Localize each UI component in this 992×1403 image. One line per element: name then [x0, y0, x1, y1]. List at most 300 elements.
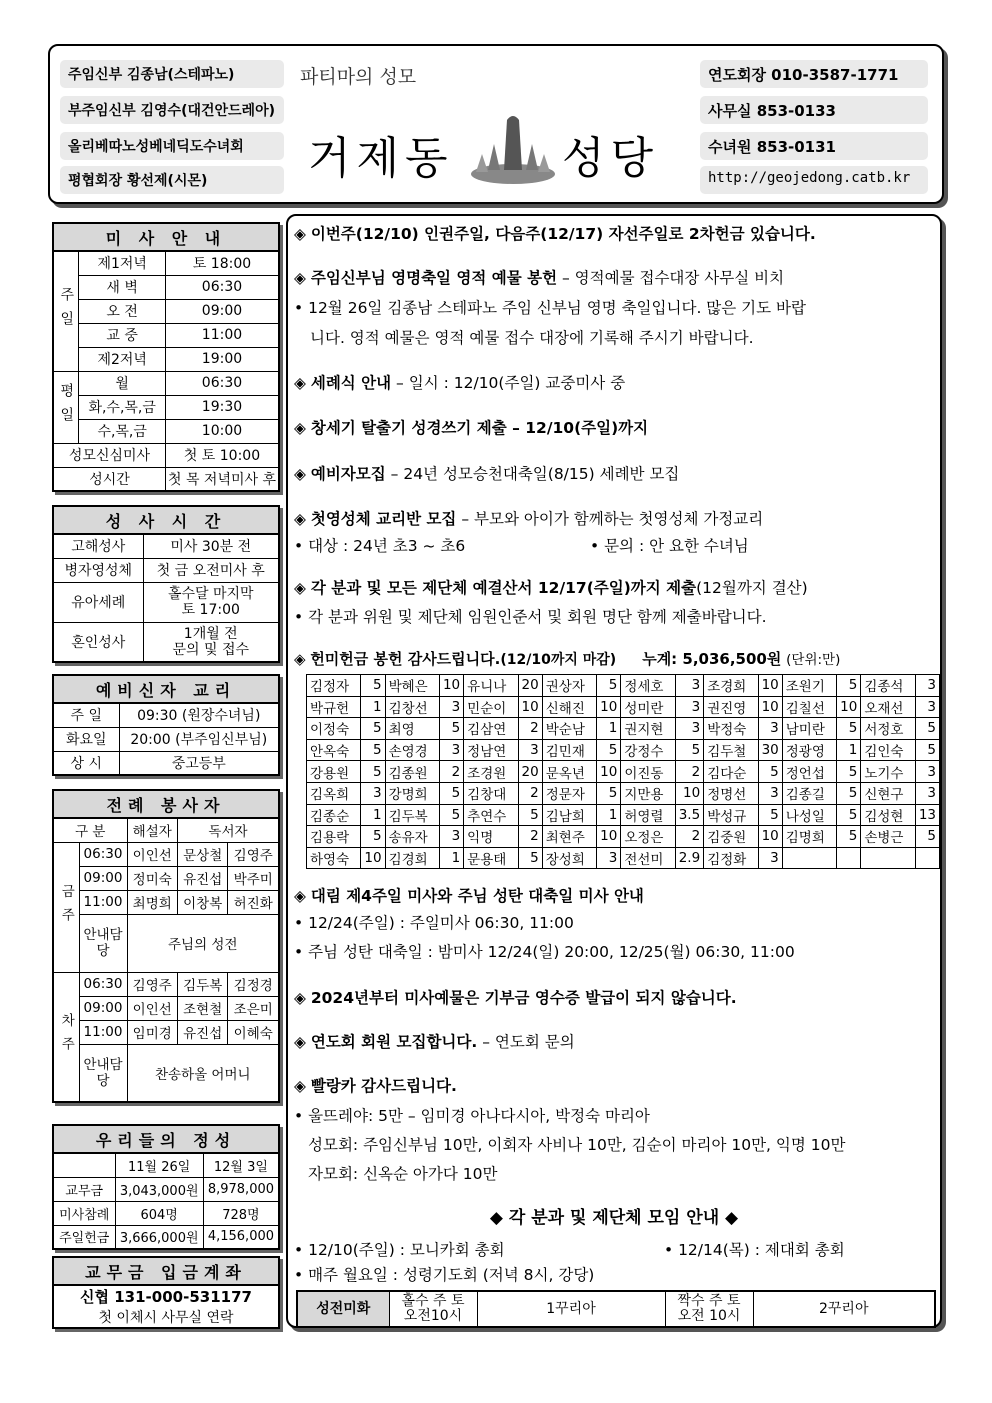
donor-name: 김민재 — [542, 739, 596, 761]
donor-amount: 20 — [518, 675, 542, 697]
donor-amount: 3 — [439, 826, 463, 848]
donor-name: 정문자 — [542, 782, 596, 804]
mass-time: 19:00 — [165, 347, 279, 371]
sacrament-time: 토 17:00 — [181, 602, 240, 618]
notice-3-rest: – 일시 : 12/10(주일) 교중미사 중 — [391, 374, 626, 392]
odd-week-time: 오전10시 — [403, 1308, 463, 1324]
notice-2-bullet: • 12월 26일 김종남 스테파노 주임 신부님 영명 축일입니다. 많은 기도 바랍 — [294, 299, 806, 317]
meetings-title: ◆ 각 분과 및 제단체 모임 안내 ◆ — [489, 1208, 739, 1228]
finance-caption: 우리들의 정성 — [53, 1125, 279, 1153]
donor-amount: 10 — [518, 696, 542, 718]
liturgy-server: 조은미 — [228, 996, 279, 1020]
church-title-left: 거제동 — [308, 133, 454, 184]
donor-name: 서정호 — [861, 718, 915, 740]
liturgy-time: 11:00 — [79, 890, 127, 914]
mass-schedule-caption: 미 사 안 내 — [53, 223, 279, 251]
donor-name: 최영 — [385, 718, 439, 740]
liturgy-time: 09:00 — [79, 996, 127, 1020]
donor-name: 김종길 — [782, 782, 836, 804]
catechumen-day: 주 일 — [53, 703, 119, 727]
donor-name: 조경희 — [704, 675, 758, 697]
donor-amount: 3 — [915, 696, 939, 718]
holy-hour-name: 성시간 — [53, 467, 165, 491]
donor-amount: 3 — [361, 782, 385, 804]
donor-amount: 5 — [837, 761, 861, 783]
finance-col-date: 11월 26일 — [115, 1153, 203, 1177]
donor-name: 박규헌 — [307, 696, 361, 718]
donor-amount: 10 — [597, 826, 621, 848]
donor-name: 정명선 — [704, 782, 758, 804]
guide-label: 안내담당 — [79, 1044, 127, 1102]
notice-8-deadline: (12/10까지 마감) — [500, 652, 617, 668]
notices-panel — [286, 214, 942, 1328]
liturgy-server: 김정경 — [228, 972, 279, 996]
donor-amount: 1 — [439, 847, 463, 869]
donor-amount: 5 — [361, 739, 385, 761]
notice-text: 12월 26일 김종남 스테파노 주임 신부님 영명 축일입니다. 많은 기도 바랍 — [308, 299, 806, 317]
donor-name: 정광영 — [782, 739, 836, 761]
meeting-3: • 매주 월요일 : 성령기도회 (저녁 8시, 강당) — [294, 1266, 595, 1284]
meeting-1: • 12/10(주일) : 모니카회 총회 — [294, 1241, 505, 1259]
notice-5-rest: – 24년 성모승천대축일(8/15) 세례반 모집 — [385, 465, 680, 483]
notice-7-title: 각 분과 및 모든 제단체 예결산서 12/17(주일)까지 제출 — [310, 579, 697, 597]
notice-2: ◈ 주임신부님 영명축일 영적 예물 봉헌 – 영적예물 접수대장 사무실 비치 — [294, 269, 785, 287]
notice-6-bullet-2: • 문의 : 안 요한 수녀님 — [590, 537, 749, 555]
catechumen-time: 중고등부 — [119, 751, 279, 775]
donor-amount: 2 — [675, 826, 703, 848]
convent-phone: 수녀원 853-0131 — [700, 132, 928, 160]
mass-name: 오 전 — [79, 299, 166, 323]
donor-amount: 30 — [758, 739, 782, 761]
donor-name: 김두철 — [704, 739, 758, 761]
liturgy-server: 이창복 — [177, 890, 227, 914]
even-week-time: 오전 10시 — [677, 1308, 741, 1324]
donor-amount: 3.5 — [675, 804, 703, 826]
donor-amount: 2.9 — [675, 847, 703, 869]
donor-name: 성미란 — [621, 696, 675, 718]
donor-name: 박성규 — [704, 804, 758, 826]
finance-row-name: 주일헌금 — [53, 1225, 115, 1249]
donor-name: 김종석 — [861, 675, 915, 697]
notice-3: ◈ 세례식 안내 – 일시 : 12/10(주일) 교중미사 중 — [294, 374, 626, 392]
notice-7-rest: (12월까지 결산) — [696, 579, 808, 597]
church-logo-icon — [468, 112, 558, 186]
notice-6-title: 첫영성체 교리반 모집 — [310, 510, 457, 528]
marian-mass-name: 성모신심미사 — [53, 443, 165, 467]
finance-value: 728명 — [203, 1201, 279, 1225]
liturgy-caption: 전례 봉사자 — [53, 790, 279, 818]
finance-row-name: 미사참례 — [53, 1201, 115, 1225]
sacrament-time: 문의 및 접수 — [172, 641, 250, 658]
notice-1: ◈ 이번주(12/10) 인권주일, 다음주(12/17) 자선주일로 2차헌금 있습니다. — [294, 225, 816, 243]
notice-12-bullet: • 울뜨레야: 5만 – 임미경 아나다시아, 박정숙 마리아 — [294, 1107, 650, 1125]
donor-name: 김용락 — [307, 826, 361, 848]
donor-amount: 10 — [439, 675, 463, 697]
finance-value: 3,043,000원 — [115, 1177, 203, 1201]
church-title-right: 성당 — [562, 133, 660, 184]
notice-6: ◈ 첫영성체 교리반 모집 – 부모와 아이가 함께하는 첫영성체 가정교리 — [294, 510, 764, 528]
notice-text: 울뜨레야: 5만 – 임미경 아나다시아, 박정숙 마리아 — [308, 1107, 650, 1125]
catechumen-day: 상 시 — [53, 751, 119, 775]
donor-name: 문옥년 — [542, 761, 596, 783]
donor-amount: 10 — [361, 847, 385, 869]
mass-name: 제2저녁 — [79, 347, 166, 371]
donor-amount: 3 — [597, 847, 621, 869]
catechumen-time: 09:30 (원장수녀님) — [119, 703, 279, 727]
mass-name: 월 — [79, 371, 166, 395]
donor-name: 김종원 — [385, 761, 439, 783]
sacrament-name: 유아세례 — [53, 582, 143, 622]
donor-amount: 5 — [675, 739, 703, 761]
notice-8-total: 누계: 5,036,500원 — [642, 650, 782, 668]
notice-text: 주님 성탄 대축일 : 밤미사 12/24(일) 20:00, 12/25(월) 06:30, 11:00 — [308, 943, 795, 961]
liturgy-server: 김두복 — [177, 972, 227, 996]
donor-name: 김인숙 — [861, 739, 915, 761]
donor-name: 오정은 — [621, 826, 675, 848]
donor-name: 조경원 — [464, 761, 518, 783]
offering-row — [307, 847, 940, 869]
liturgy-server: 유진섭 — [177, 1020, 227, 1044]
donor-amount: 2 — [518, 826, 542, 848]
donor-amount: 2 — [675, 761, 703, 783]
donor-amount: 3 — [675, 696, 703, 718]
donor-amount: 5 — [837, 782, 861, 804]
notice-9-bullet-2: • 주님 성탄 대축일 : 밤미사 12/24(일) 20:00, 12/25(월) 06:30, 11:00 — [294, 943, 795, 961]
offering-row — [307, 782, 940, 804]
mass-schedule-table — [52, 222, 280, 492]
notice-1-text: 이번주(12/10) 인권주일, 다음주(12/17) 자선주일로 2차헌금 있습니다. — [310, 225, 816, 243]
finance-value: 604명 — [115, 1201, 203, 1225]
donor-amount: 3 — [439, 696, 463, 718]
donor-name: 강정수 — [621, 739, 675, 761]
this-week-label: 금주 — [53, 842, 79, 972]
donor-name: 이정숙 — [307, 718, 361, 740]
finance-value: 4,156,000 — [203, 1225, 279, 1249]
donor-name: 허영렬 — [621, 804, 675, 826]
donor-amount — [837, 847, 861, 869]
notice-9-bullet-1: • 12/24(주일) : 주일미사 06:30, 11:00 — [294, 914, 574, 932]
liturgy-server: 김영주 — [228, 842, 279, 866]
donor-amount: 5 — [597, 782, 621, 804]
guide-group: 주님의 성전 — [127, 914, 279, 972]
guide-label: 안내담당 — [79, 914, 127, 972]
donor-amount: 5 — [361, 826, 385, 848]
mass-name: 제1저녁 — [79, 251, 166, 275]
liturgy-server: 문상철 — [177, 842, 227, 866]
donor-amount: 3 — [439, 739, 463, 761]
liturgy-server: 이혜숙 — [228, 1020, 279, 1044]
finance-value: 8,978,000 — [203, 1177, 279, 1201]
liturgy-server: 허진화 — [228, 890, 279, 914]
account-caption: 교무금 입금계좌 — [53, 1257, 279, 1285]
sacrament-name: 고해성사 — [53, 534, 143, 558]
donor-amount: 5 — [915, 739, 939, 761]
mass-time: 06:30 — [165, 371, 279, 395]
sacrament-name: 혼인성사 — [53, 622, 143, 662]
donor-name: 정세호 — [621, 675, 675, 697]
liturgy-server: 조현철 — [177, 996, 227, 1020]
mass-name: 화,수,목,금 — [79, 395, 166, 419]
donor-name — [782, 847, 836, 869]
donor-name: 김창대 — [464, 782, 518, 804]
notice-text: 12/24(주일) : 주일미사 06:30, 11:00 — [308, 914, 574, 932]
liturgy-server: 임미경 — [127, 1020, 177, 1044]
liturgy-server: 박주미 — [228, 866, 279, 890]
guide-group: 찬송하올 어머니 — [127, 1044, 279, 1102]
donor-amount: 5 — [597, 739, 621, 761]
meeting-2: • 12/14(목) : 제대회 총회 — [664, 1241, 845, 1259]
offering-row — [307, 696, 940, 718]
next-week-label: 차주 — [53, 972, 79, 1102]
finance-col-date: 12월 3일 — [203, 1153, 279, 1177]
sacraments-table — [52, 505, 280, 663]
sunday-label: 주일 — [53, 251, 79, 371]
donor-name: 박정숙 — [704, 718, 758, 740]
sacrament-time: 홀수달 마지막 — [167, 586, 254, 602]
group-2: 2꾸리아 — [753, 1291, 935, 1327]
liturgy-servers-table — [52, 789, 280, 1103]
notice-4: ◈ 창세기 탈출기 성경쓰기 제출 – 12/10(주일)까지 — [294, 419, 649, 437]
mass-time: 06:30 — [165, 275, 279, 299]
assistant-pastor-label: 부주임신부 김영수(대건안드레아) — [60, 96, 284, 124]
notice-5: ◈ 예비자모집 – 24년 성모승천대축일(8/15) 세례반 모집 — [294, 465, 680, 483]
group-1: 1꾸리아 — [477, 1291, 665, 1327]
donor-amount: 20 — [518, 761, 542, 783]
donor-name: 김정화 — [704, 847, 758, 869]
notice-8-unit: (단위:만) — [786, 652, 841, 668]
catechumen-time: 20:00 (부주임신부님) — [119, 727, 279, 751]
donor-amount: 10 — [597, 696, 621, 718]
donor-amount: 1 — [361, 696, 385, 718]
donor-name: 김경희 — [385, 847, 439, 869]
donor-name: 김다순 — [704, 761, 758, 783]
liturgy-server: 정미숙 — [127, 866, 177, 890]
sacrament-time: 미사 30분 전 — [143, 534, 279, 558]
notice-11: ◈ 연도회 회원 모집합니다. – 연도회 문의 — [294, 1033, 575, 1051]
sanctuary-decoration-table — [296, 1290, 936, 1328]
liturgy-time: 11:00 — [79, 1020, 127, 1044]
donor-name: 김성현 — [861, 804, 915, 826]
donor-name: 추연수 — [464, 804, 518, 826]
elderly-club-phone: 연도회장 010-3587-1771 — [700, 60, 928, 88]
donor-name: 정남연 — [464, 739, 518, 761]
donor-name: 신해진 — [542, 696, 596, 718]
catechumen-day: 화요일 — [53, 727, 119, 751]
notice-2-bullet-cont: 니다. 영적 예물은 영적 예물 접수 대장에 기록해 주시기 바랍니다. — [310, 329, 754, 347]
donor-name: 손병근 — [861, 826, 915, 848]
donor-name: 김삼연 — [464, 718, 518, 740]
sacrament-time: 1개월 전 — [183, 625, 238, 642]
notice-12-title: 빨랑카 감사드립니다. — [310, 1077, 457, 1095]
council-president-label: 평협회장 황선제(시몬) — [60, 166, 284, 194]
donor-name: 노기수 — [861, 761, 915, 783]
offering-row — [307, 826, 940, 848]
donor-name: 최현주 — [542, 826, 596, 848]
donor-name: 손영경 — [385, 739, 439, 761]
sacraments-caption: 성 사 시 간 — [53, 506, 279, 534]
liturgy-header: 구 분 — [53, 818, 127, 842]
offering-row — [307, 718, 940, 740]
donor-name: 송유자 — [385, 826, 439, 848]
donor-name: 조원기 — [782, 675, 836, 697]
donor-amount: 10 — [758, 826, 782, 848]
liturgy-server: 유진섭 — [177, 866, 227, 890]
account-number: 신협 131-000-531177 — [80, 1288, 252, 1306]
donor-amount: 3 — [675, 675, 703, 697]
notice-8-title: 헌미헌금 봉헌 감사드립니다. — [310, 650, 501, 668]
donor-name: 나성일 — [782, 804, 836, 826]
notice-5-title: 예비자모집 — [310, 465, 386, 483]
liturgy-server: 이인선 — [127, 842, 177, 866]
donor-name: 신현구 — [861, 782, 915, 804]
donor-name: 김창선 — [385, 696, 439, 718]
donor-name: 강명희 — [385, 782, 439, 804]
pastor-label: 주임신부 김종남(스테파노) — [60, 60, 284, 88]
donor-name: 강용원 — [307, 761, 361, 783]
sacrament-name: 병자영성체 — [53, 558, 143, 582]
even-week-label: 짝수 주 토 — [677, 1293, 741, 1309]
notice-9-title: 대림 제4주일 미사와 주님 성탄 대축일 미사 안내 — [310, 887, 644, 905]
donor-name: 김남희 — [542, 804, 596, 826]
finance-table — [52, 1124, 280, 1250]
donor-name: 오재선 — [861, 696, 915, 718]
donor-name: 정언섭 — [782, 761, 836, 783]
offering-row — [307, 739, 940, 761]
donor-name: 민순이 — [464, 696, 518, 718]
notice-10: ◈ 2024년부터 미사예물은 기부금 영수증 발급이 되지 않습니다. — [294, 989, 737, 1007]
notice-7: ◈ 각 분과 및 모든 제단체 예결산서 12/17(주일)까지 제출(12월까지 결산) — [294, 579, 808, 597]
donor-amount: 5 — [758, 761, 782, 783]
donor-name: 김칠선 — [782, 696, 836, 718]
notice-2-title: 주임신부님 영명축일 영적 예물 봉헌 — [310, 269, 558, 287]
donor-amount: 1 — [837, 739, 861, 761]
liturgy-server: 이인선 — [127, 996, 177, 1020]
holy-hour-time: 첫 목 저녁미사 후 — [165, 467, 279, 491]
notice-10-title: 2024년부터 미사예물은 기부금 영수증 발급이 되지 않습니다. — [310, 989, 737, 1007]
notice-12: ◈ 빨랑카 감사드립니다. — [294, 1077, 457, 1095]
donor-amount: 2 — [518, 782, 542, 804]
donor-amount: 3 — [518, 739, 542, 761]
offering-row — [307, 675, 940, 697]
mass-name: 교 중 — [79, 323, 166, 347]
parish-subtitle: 파티마의 성모 — [300, 66, 417, 88]
donor-amount: 5 — [361, 761, 385, 783]
decoration-label: 성전미화 — [297, 1291, 389, 1327]
donor-name: 남미란 — [782, 718, 836, 740]
donor-name: 권진영 — [704, 696, 758, 718]
donor-amount: 10 — [837, 696, 861, 718]
donor-amount: 3 — [915, 675, 939, 697]
mass-time: 10:00 — [165, 419, 279, 443]
donor-name: 이진동 — [621, 761, 675, 783]
donor-name — [861, 847, 915, 869]
donor-amount: 5 — [518, 847, 542, 869]
donor-name: 안옥숙 — [307, 739, 361, 761]
donor-name: 박혜은 — [385, 675, 439, 697]
donor-name: 장성희 — [542, 847, 596, 869]
liturgy-header: 해설자 — [127, 818, 177, 842]
donor-amount: 5 — [361, 718, 385, 740]
donor-amount: 3 — [758, 847, 782, 869]
donor-amount: 13 — [915, 804, 939, 826]
donor-amount: 1 — [361, 804, 385, 826]
donor-amount: 5 — [361, 675, 385, 697]
sisters-label: 올리베따노성베네딕도수녀회 — [60, 132, 284, 160]
liturgy-time: 06:30 — [79, 842, 127, 866]
liturgy-time: 09:00 — [79, 866, 127, 890]
donor-amount: 10 — [597, 761, 621, 783]
donor-name: 김옥희 — [307, 782, 361, 804]
finance-row-name: 교무금 — [53, 1177, 115, 1201]
donor-amount: 5 — [518, 804, 542, 826]
notice-4-title: 창세기 탈출기 성경쓰기 제출 – 12/10(주일)까지 — [310, 419, 649, 437]
donor-amount: 5 — [837, 804, 861, 826]
donor-amount: 3 — [915, 761, 939, 783]
donor-name: 전선미 — [621, 847, 675, 869]
catechumen-caption: 예비신자 교리 — [53, 675, 279, 703]
liturgy-time: 06:30 — [79, 972, 127, 996]
mass-name: 수,목,금 — [79, 419, 166, 443]
notice-12-line-3: 자모회: 신옥순 아가다 10만 — [308, 1165, 498, 1183]
offering-row — [307, 804, 940, 826]
notice-11-title: 연도회 회원 모집합니다. — [310, 1033, 478, 1051]
donor-amount: 3 — [758, 782, 782, 804]
donor-amount: 5 — [837, 826, 861, 848]
donor-amount: 3 — [915, 782, 939, 804]
donor-name: 지만용 — [621, 782, 675, 804]
weekday-label: 평일 — [53, 371, 79, 443]
account-note: 첫 이체시 사무실 연락 — [98, 1310, 234, 1326]
notice-9: ◈ 대림 제4주일 미사와 주님 성탄 대축일 미사 안내 — [294, 887, 644, 905]
donor-amount: 10 — [675, 782, 703, 804]
liturgy-header: 독서자 — [177, 818, 279, 842]
donor-amount — [915, 847, 939, 869]
offering-table — [306, 674, 940, 869]
notice-6-bullet: • 대상 : 24년 초3 ~ 초6 — [294, 537, 466, 555]
website-link[interactable]: http://geojedong.catb.kr — [700, 166, 928, 194]
donor-name: 권상자 — [542, 675, 596, 697]
mass-name: 새 벽 — [79, 275, 166, 299]
liturgy-server: 김영주 — [127, 972, 177, 996]
mass-time: 11:00 — [165, 323, 279, 347]
liturgy-server: 최명희 — [127, 890, 177, 914]
mass-time: 09:00 — [165, 299, 279, 323]
notice-11-rest: – 연도회 문의 — [477, 1033, 575, 1051]
account-table — [52, 1256, 280, 1329]
donor-amount: 5 — [439, 782, 463, 804]
donor-amount: 2 — [439, 761, 463, 783]
donor-name: 김두복 — [385, 804, 439, 826]
donor-amount: 10 — [758, 675, 782, 697]
donor-name: 김정자 — [307, 675, 361, 697]
donor-amount: 3 — [675, 718, 703, 740]
office-phone: 사무실 853-0133 — [700, 96, 928, 124]
donor-name: 권지현 — [621, 718, 675, 740]
notice-12-line-2: 성모회: 주임신부님 10만, 이회자 사비나 10만, 김순이 마리아 10만, 익명 10만 — [308, 1136, 846, 1154]
donor-name: 익명 — [464, 826, 518, 848]
notice-text: 각 분과 위원 및 제단체 임원인준서 및 회원 명단 함께 제출바랍니다. — [308, 608, 767, 626]
donor-amount: 5 — [837, 675, 861, 697]
notice-text: 매주 월요일 : 성령기도회 (저녁 8시, 강당) — [308, 1266, 595, 1284]
marian-mass-time: 첫 토 10:00 — [165, 443, 279, 467]
mass-time: 19:30 — [165, 395, 279, 419]
donor-amount: 5 — [597, 675, 621, 697]
notice-6-rest: – 부모와 아이가 함께하는 첫영성체 가정교리 — [456, 510, 764, 528]
donor-name: 하영숙 — [307, 847, 361, 869]
donor-amount: 5 — [915, 826, 939, 848]
donor-name: 김중원 — [704, 826, 758, 848]
catechumen-table — [52, 674, 280, 776]
